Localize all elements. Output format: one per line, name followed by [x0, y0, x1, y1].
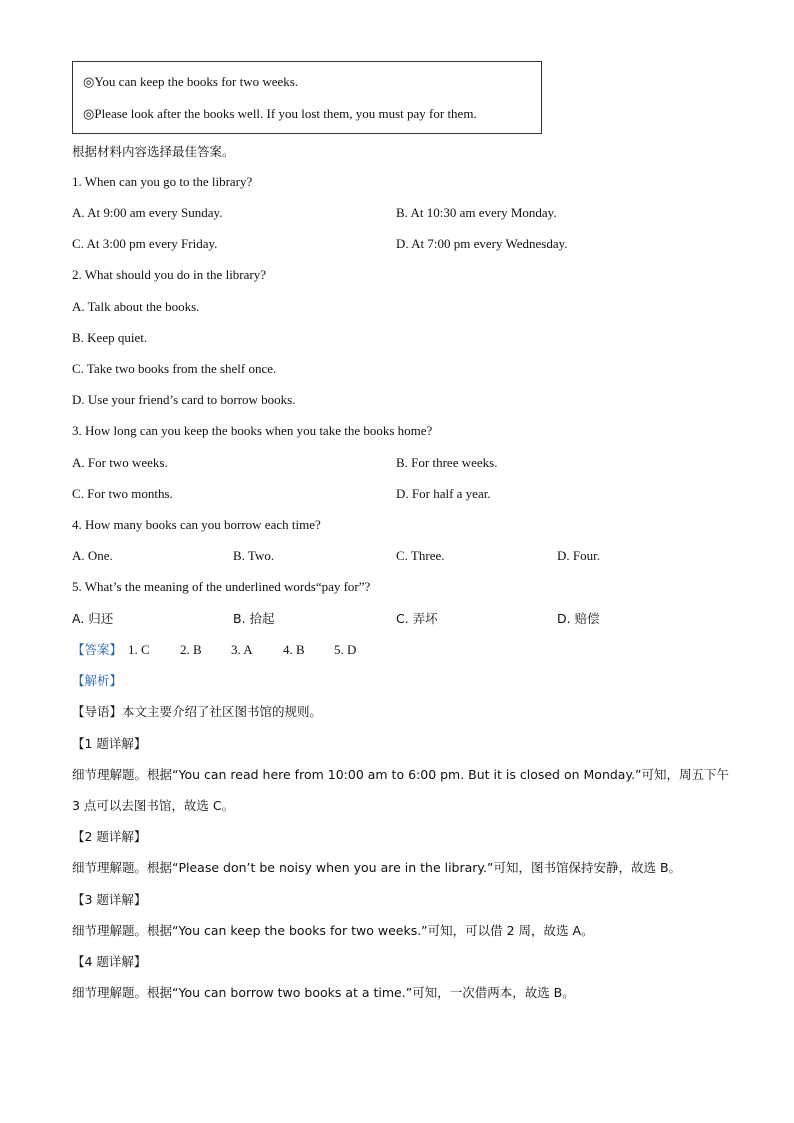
question-1-option-c: C. At 3:00 pm every Friday.	[72, 236, 218, 251]
question-5-option-d: D. 赔偿	[557, 611, 600, 626]
question-2-option-d: D. Use your friend’s card to borrow books.	[72, 392, 296, 407]
detail-1-line-1: 细节理解题。根据“You can read here from 10:00 am to 6:00 pm. But it is closed on Monday.”可知，周五下午	[72, 767, 730, 782]
question-3-option-a: A. For two weeks.	[72, 455, 168, 470]
question-1-option-d: D. At 7:00 pm every Wednesday.	[396, 236, 568, 251]
question-1-stem: 1. When can you go to the library?	[72, 174, 253, 189]
answer-item-2: 2. B	[180, 642, 202, 657]
question-3-option-d: D. For half a year.	[396, 486, 491, 501]
detail-2-title: 【2 题详解】	[72, 829, 147, 844]
question-4-stem: 4. How many books can you borrow each time?	[72, 517, 321, 532]
question-5-stem: 5. What’s the meaning of the underlined words“pay for”?	[72, 579, 371, 594]
question-2-stem: 2. What should you do in the library?	[72, 267, 267, 282]
instruction: 根据材料内容选择最佳答案。	[72, 144, 235, 159]
answer-item-5: 5. D	[334, 642, 357, 657]
detail-1-title: 【1 题详解】	[72, 736, 147, 751]
answer-item-1: 1. C	[128, 642, 150, 657]
rule-keep-books: ◎You can keep the books for two weeks.	[83, 74, 299, 89]
detail-4-line-1: 细节理解题。根据“You can borrow two books at a time.”可知，一次借两本，故选 B。	[72, 985, 575, 1000]
question-2-option-a: A. Talk about the books.	[72, 299, 200, 314]
detail-1-line-2: 3 点可以去图书馆，故选 C。	[72, 798, 235, 813]
detail-4-title: 【4 题详解】	[72, 954, 147, 969]
detail-2-line-1: 细节理解题。根据“Please don’t be noisy when you are in the library.”可知，图书馆保持安静，故选 B。	[72, 860, 682, 875]
question-3-stem: 3. How long can you keep the books when you take the books home?	[72, 423, 433, 438]
question-5-option-b: B. 拾起	[233, 611, 275, 626]
analysis-label: 【解析】	[72, 673, 123, 688]
detail-3-line-1: 细节理解题。根据“You can keep the books for two weeks.”可知，可以借 2 周，故选 A。	[72, 923, 594, 938]
guide-text: 【导语】本文主要介绍了社区图书馆的规则。	[72, 704, 323, 719]
question-4-option-b: B. Two.	[233, 548, 275, 563]
question-3-option-b: B. For three weeks.	[396, 455, 498, 470]
rule-look-after-books: ◎Please look after the books well. If you lost them, you must pay for them.	[83, 106, 477, 121]
question-1-option-a: A. At 9:00 am every Sunday.	[72, 205, 223, 220]
question-1-option-b: B. At 10:30 am every Monday.	[396, 205, 557, 220]
question-3-option-c: C. For two months.	[72, 486, 173, 501]
question-2-option-c: C. Take two books from the shelf once.	[72, 361, 277, 376]
answer-label: 【答案】	[72, 642, 123, 657]
detail-3-title: 【3 题详解】	[72, 892, 147, 907]
question-4-option-a: A. One.	[72, 548, 113, 563]
answer-item-3: 3. A	[231, 642, 253, 657]
answer-item-4: 4. B	[283, 642, 305, 657]
rules-box	[72, 61, 542, 134]
question-4-option-d: D. Four.	[557, 548, 600, 563]
question-5-option-a: A. 归还	[72, 611, 114, 626]
question-5-option-c: C. 弄坏	[396, 611, 438, 626]
question-4-option-c: C. Three.	[396, 548, 445, 563]
question-2-option-b: B. Keep quiet.	[72, 330, 148, 345]
